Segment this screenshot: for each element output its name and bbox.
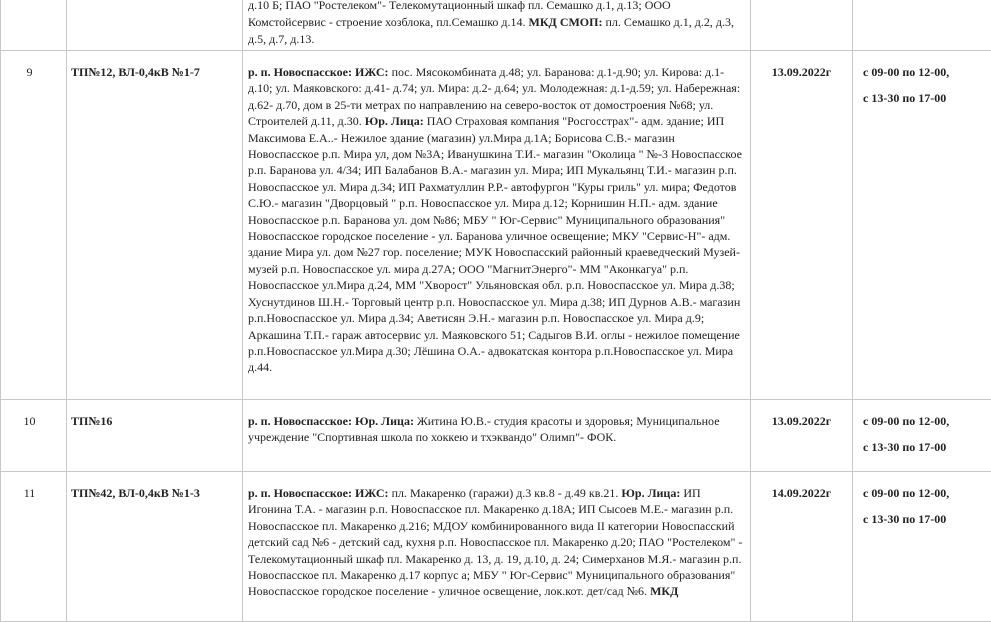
row-number: 11 bbox=[1, 472, 67, 622]
row-number bbox=[1, 0, 67, 51]
table-row bbox=[1, 51, 991, 400]
row-number: 9 bbox=[1, 51, 67, 400]
time-range-morning: с 09-00 по 12-00, bbox=[863, 64, 985, 80]
consumers-description: р. п. Новоспасское: Юр. Лица: Житина Ю.В.- студия красоты и здоровья; Муниципальное учреждение "Спортивная школа по хоккею и тхэквандо" Олимп"- ФОК. bbox=[243, 400, 751, 472]
time-range-afternoon: с 13-30 по 17-00 bbox=[863, 90, 985, 106]
time-range-afternoon: с 13-30 по 17-00 bbox=[863, 511, 985, 527]
object-name: ТП№42, ВЛ-0,4кВ №1-3 bbox=[67, 472, 243, 622]
time-range-morning: с 09-00 по 12-00, bbox=[863, 485, 985, 501]
outage-time bbox=[853, 51, 991, 400]
consumers-description: р. п. Новоспасское: ИЖС: пос. Мясокомбината д.48; ул. Баранова: д.1-д.90; ул. Кирова: д.1- д.10; ул. Маяковского: д.41- д.74; ул. Мира: д.2- д.64; ул. Молодежная: д.1-д.59; ул. Набережная: д.62- д.70, дом в 25-ти метрах по направлению на северо-восток от домостроения №68; ул. Строителей д.11, д.30. Юр. Лица: ПАО Страховая компания "Росгосстрах"- адм. здание; ИП Максимова Е.А..- Нежилое здание (магазин) ул.Мира д.1А; Борисова С.В.- магазин Новоспасское р.п. Мира ул, дом №3А; Иванушкина Т.И.- магазин "Околица " №-3 Новоспасское р.п. Баранова ул. 4/34; ИП Балабанов В.А.- магазин ул. Мира; ИП Мукальянц Т.И.- магазин р.п. Новоспасское ул. Мира д.34; ИП Рахматуллин Р.Р.- автофургон "Куры гриль" ул. мира; Федотов С.Ю.- магазин "Дворцовый " р.п. Новоспасское ул. Мира д.12; Корнишин Н.П.- адм. здание Новоспасское р.п. Баранова ул. дом №86; МБУ " Юг-Сервис" Муниципального образования" Новоспасское городское поселение - ул. Баранова уличное освещение; МКУ "Сервис-Н"- адм. здание Мира ул. дом №27 гор. поселение; МУК Новоспасский районный краеведческий Музей- музей р.п. Новоспасское ул. мира д.27А; ООО "МагнитЭнерго"- ММ "Аконкагуа" р.п. Новоспасское ул.Мира д.24, ММ "Хворост" Ульяновская обл. р.п. Новоспасское ул. Мира д.38; Хуснутдинов Ш.Н.- Торговый центр р.п. Новоспасское ул. Мира д.38; ИП Дурнов А.В.- магазин р.п.Новоспасское ул. Мира д.34; Аветисян Э.Н.- магазин р.п. Новоспасское ул. Мира д.9; Аркашина Т.П.- гараж автосервис ул. Маяковского 51; Садыгов В.И. оглы - нежилое помещение р.п.Новоспасское ул.Мира д.30; Лёшина О.А.- адвокатская контора р.п.Новоспасское ул. Мира д.44. bbox=[243, 51, 751, 400]
outage-date: 14.09.2022г bbox=[751, 472, 853, 622]
table-row bbox=[1, 400, 991, 472]
table-row bbox=[1, 0, 991, 51]
row-number: 10 bbox=[1, 400, 67, 472]
outage-date: 13.09.2022г bbox=[751, 400, 853, 472]
object-name bbox=[67, 0, 243, 51]
consumers-description: р. п. Новоспасское: ИЖС: пл. Макаренко (гаражи) д.3 кв.8 - д.49 кв.21. Юр. Лица: ИП Игонина Т.А. - магазин р.п. Новоспасское пл. Макаренко д.18А; ИП Сысоев М.Е.- магазин р.п. Новоспасское пл. Макаренко д.216; МДОУ комбинированного вида II категории Новоспасский детский сад №6 - детский сад, кухня р.п. Новоспасское пл. Макаренко д.20; ПАО "Ростелеком" - Телекомутационный шкаф пл. Макаренко д. 13, д. 19, д.10, д. 24; Симерханов М.Я.- магазин р.п. Новоспасское пл. Макаренко д.17 корпус а; МБУ " Юг-Сервис" Муниципального образования" Новоспасское городское поселение - уличное освещение, лок.кот. дет/сад №6. МКД bbox=[243, 472, 751, 622]
outage-date bbox=[751, 0, 853, 51]
object-name: ТП№12, ВЛ-0,4кВ №1-7 bbox=[67, 51, 243, 400]
time-range-morning: с 09-00 по 12-00, bbox=[863, 413, 985, 429]
outage-date: 13.09.2022г bbox=[751, 51, 853, 400]
object-name: ТП№16 bbox=[67, 400, 243, 472]
outage-time bbox=[853, 472, 991, 622]
outage-time bbox=[853, 0, 991, 51]
table-row bbox=[1, 472, 991, 622]
consumers-description: д.10 Б; ПАО "Ростелеком"- Телекомутационный шкаф пл. Семашко д.1, д.13; ООО Комстойсервис - строение хозблока, пл.Семашко д.14. МКД СМОП: пл. Семашко д.1, д.2, д.3, д.5, д.7, д.13. bbox=[243, 0, 751, 51]
time-range-afternoon: с 13-30 по 17-00 bbox=[863, 439, 985, 455]
outage-time bbox=[853, 400, 991, 472]
